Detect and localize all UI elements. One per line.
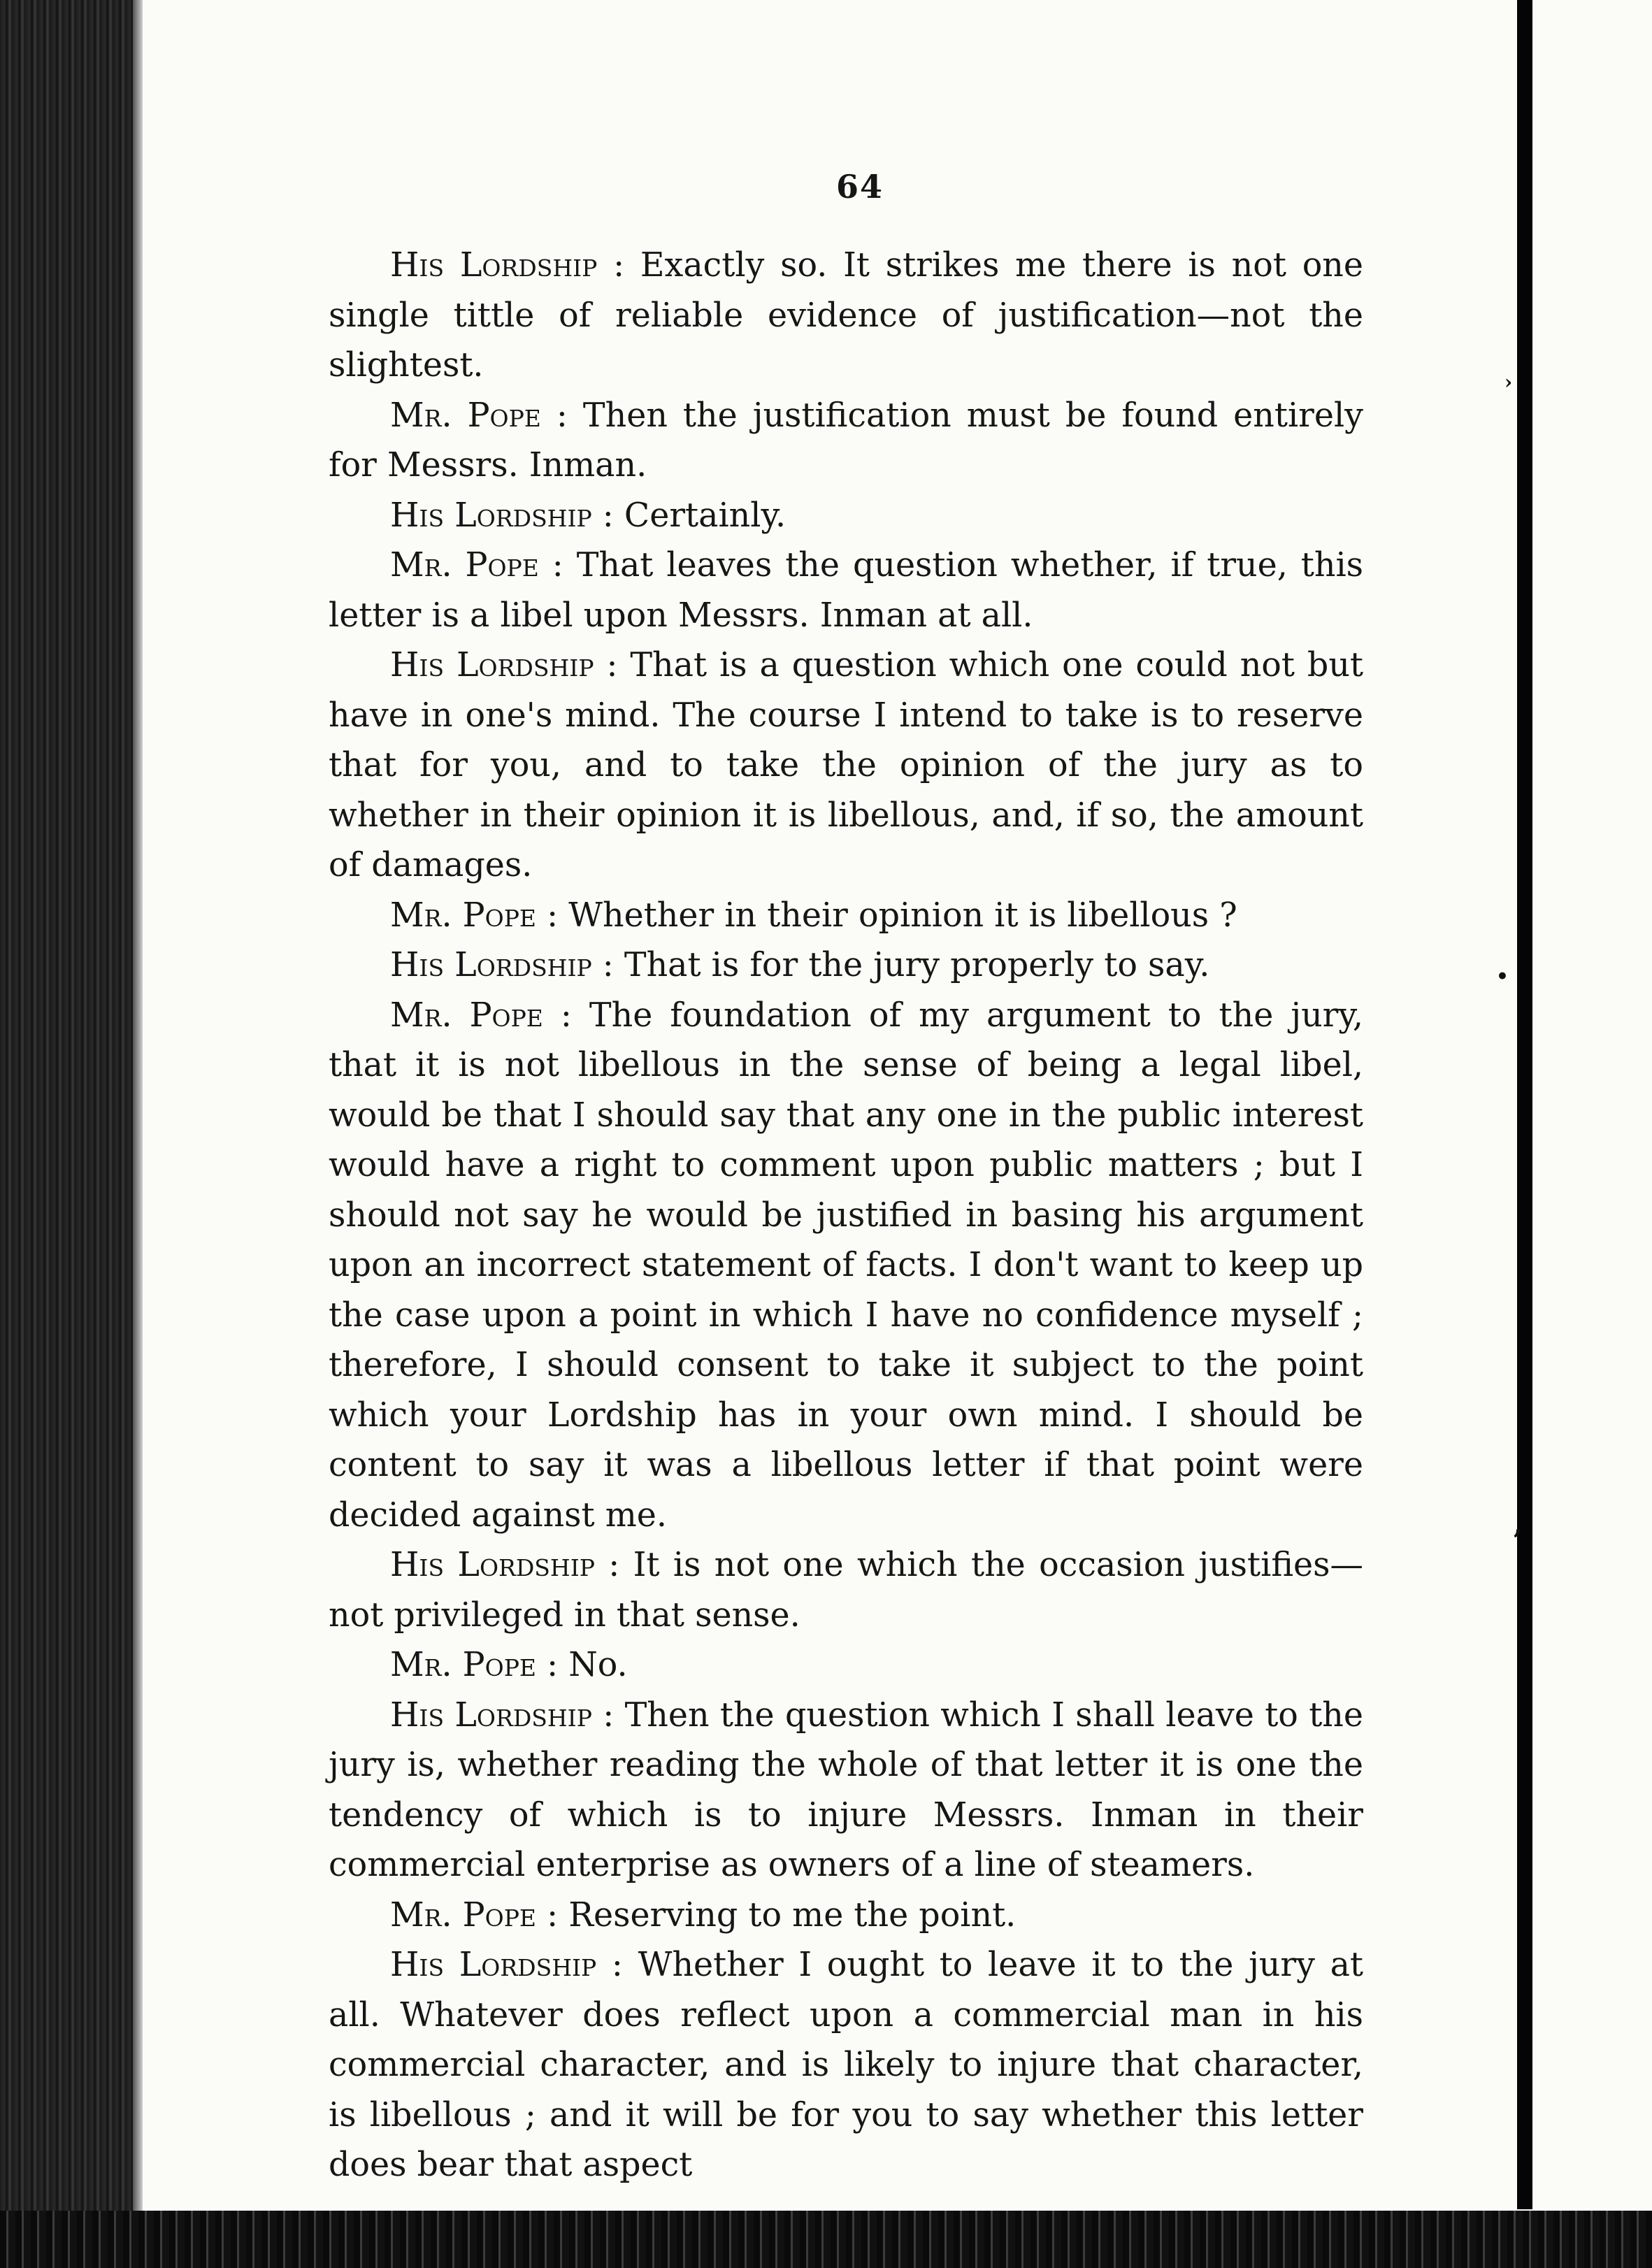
margin-mark: › [1504, 371, 1513, 394]
speaker-label: His Lordship : [390, 1946, 623, 1984]
dialogue-paragraph [329, 241, 1363, 391]
speaker-label: Mr. Pope : [390, 396, 568, 435]
speaker-label: His Lordship : [390, 1546, 620, 1584]
dialogue-text: The foundation of my argument to the jury, that it is not libellous in the sense of being a legal libel, would be that I should say that any one in the public interest would have a right to comment upon public matters ; but I should not say he would be justified in basing his argument upon an incorrect statement of facts. I don't want to keep up the case upon a point in which I have no confidence myself ; therefore, I should consent to take it subject to the point which your Lordship has in your own mind. I should be content to say it was a libellous letter if that point were decided against me. [329, 996, 1363, 1535]
speaker-label: His Lordship : [390, 1695, 615, 1735]
speaker-label: His Lordship : [390, 946, 614, 984]
dialogue-paragraph [329, 391, 1363, 491]
dialogue-text: Certainly. [613, 496, 787, 535]
dialogue-paragraph [329, 1691, 1363, 1890]
dialogue-paragraph [329, 1890, 1363, 1941]
speaker-label: Mr. Pope : [390, 896, 559, 935]
dialogue-text: Then the question which I shall leave to the jury is, whether reading the whole of that letter it is one the tendency of which is to injure Messrs. Inman in their commercial enterprise as owners of a line of steamers. [329, 1695, 1363, 1884]
dialogue-text: That leaves the question whether, if true, this letter is a libel upon Messrs. Inman at all. [329, 546, 1364, 635]
dialogue-paragraph [329, 1540, 1363, 1640]
dialogue-paragraph [329, 640, 1363, 891]
dialogue-paragraph [329, 1640, 1363, 1691]
bottom-scan-border [0, 2211, 1652, 2268]
right-margin [1533, 0, 1652, 2268]
speaker-label: Mr. Pope : [390, 996, 572, 1035]
speaker-label: Mr. Pope : [390, 1895, 559, 1935]
speaker-label: His Lordship : [390, 246, 625, 285]
dialogue-text: Exactly so. It strikes me there is not one single tittle of reliable evidence of justification—not the slightest. [329, 246, 1364, 385]
page-text [329, 168, 1363, 2190]
dialogue-paragraph [329, 891, 1363, 941]
margin-mark: • [1496, 965, 1509, 988]
dialogue-text: It is not one which the occasion justifies—not privileged in that sense. [329, 1546, 1363, 1635]
dialogue-text: That is a question which one could not but have in one's mind. The course I intend to take is to reserve that for you, and to take the opinion of the jury as to whether in their opinion it is libellous, and, if so, the amount of damages. [329, 646, 1363, 884]
page-number: 64 [835, 168, 884, 206]
dialogue-text: No. [558, 1646, 628, 1684]
dialogue-paragraph [329, 491, 1363, 541]
speaker-label: Mr. Pope : [390, 546, 563, 584]
speaker-label: Mr. Pope : [390, 1646, 559, 1684]
speaker-label: His Lordship : [390, 496, 614, 535]
gutter-edge [133, 0, 143, 2268]
dialogue-paragraph [329, 1940, 1363, 2190]
dialogue-text: Then the justification must be found entirely for Messrs. Inman. [329, 396, 1364, 485]
margin-mark: , [1514, 1510, 1523, 1539]
right-page-edge [1517, 0, 1532, 2209]
dialogue-text: Whether I ought to leave it to the jury at all. Whatever does reflect upon a commercial man in his commercial character, and is likely to injure that character, is libellous ; and it will be for you to say whether this letter does bear that aspect [329, 1946, 1364, 2184]
dialogue-paragraph [329, 940, 1363, 991]
dialogue-text: That is for the jury properly to say. [613, 946, 1210, 984]
book-gutter [0, 0, 133, 2268]
dialogue-paragraph [329, 991, 1363, 1541]
dialogue-paragraph [329, 540, 1363, 640]
speaker-label: His Lordship : [390, 646, 618, 684]
dialogue-text: Whether in their opinion it is libellous ? [558, 896, 1237, 935]
dialogue-text: Reserving to me the point. [558, 1895, 1017, 1935]
